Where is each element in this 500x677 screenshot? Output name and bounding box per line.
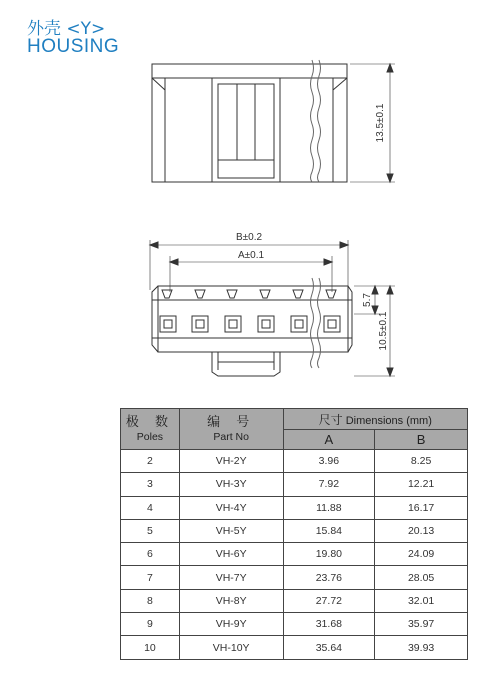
table-row (121, 543, 468, 566)
table-row (121, 566, 468, 589)
dim-b-cell: 35.97 (375, 613, 468, 636)
poles-cell: 2 (121, 450, 180, 473)
part-no-cell: VH-2Y (179, 450, 283, 473)
dim-height-inner: 5.7 (362, 293, 373, 307)
header-dimensions: 尺寸 Dimensions (mm) (283, 409, 468, 430)
header-col-a: A (283, 430, 375, 450)
table-row (121, 636, 468, 659)
dim-b-cell: 8.25 (375, 450, 468, 473)
part-no-cell: VH-10Y (179, 636, 283, 659)
dim-a-cell: 15.84 (283, 519, 375, 542)
poles-cell: 9 (121, 613, 180, 636)
spec-table (120, 408, 468, 660)
poles-cell: 8 (121, 589, 180, 612)
poles-cell: 5 (121, 519, 180, 542)
part-no-cell: VH-3Y (179, 473, 283, 496)
dim-b-cell: 20.13 (375, 519, 468, 542)
dim-height-side: 10.5±0.1 (378, 311, 389, 351)
dim-a-cell: 31.68 (283, 613, 375, 636)
table-row (121, 589, 468, 612)
dim-a-cell: 11.88 (283, 496, 375, 519)
poles-cell: 10 (121, 636, 180, 659)
dim-b-cell: 32.01 (375, 589, 468, 612)
dim-width-b: B±0.2 (235, 232, 263, 243)
dim-b-cell: 24.09 (375, 543, 468, 566)
table-body (121, 450, 468, 660)
dim-b-cell: 16.17 (375, 496, 468, 519)
header-part-no: 编 号 Part No (179, 409, 283, 450)
header-poles: 极 数 Poles (121, 409, 180, 450)
dim-a-cell: 23.76 (283, 566, 375, 589)
dim-a-cell: 27.72 (283, 589, 375, 612)
table-row (121, 519, 468, 542)
dim-a-cell: 7.92 (283, 473, 375, 496)
dim-a-cell: 19.80 (283, 543, 375, 566)
table-row (121, 473, 468, 496)
header-col-b: B (375, 430, 468, 450)
dim-height-top: 13.5±0.1 (375, 103, 386, 143)
title-english: HOUSING (27, 36, 120, 57)
part-no-cell: VH-4Y (179, 496, 283, 519)
table-row (121, 496, 468, 519)
part-no-cell: VH-6Y (179, 543, 283, 566)
poles-cell: 6 (121, 543, 180, 566)
table-row (121, 450, 468, 473)
dim-a-cell: 3.96 (283, 450, 375, 473)
title-chinese: 外壳 <Y> (27, 19, 106, 39)
part-no-cell: VH-8Y (179, 589, 283, 612)
dim-b-cell: 28.05 (375, 566, 468, 589)
dim-b-cell: 12.21 (375, 473, 468, 496)
part-no-cell: VH-7Y (179, 566, 283, 589)
part-no-cell: VH-9Y (179, 613, 283, 636)
dim-b-cell: 39.93 (375, 636, 468, 659)
dim-width-a: A±0.1 (237, 250, 265, 261)
part-no-cell: VH-5Y (179, 519, 283, 542)
dim-a-cell: 35.64 (283, 636, 375, 659)
poles-cell: 4 (121, 496, 180, 519)
poles-cell: 7 (121, 566, 180, 589)
table-row (121, 613, 468, 636)
poles-cell: 3 (121, 473, 180, 496)
